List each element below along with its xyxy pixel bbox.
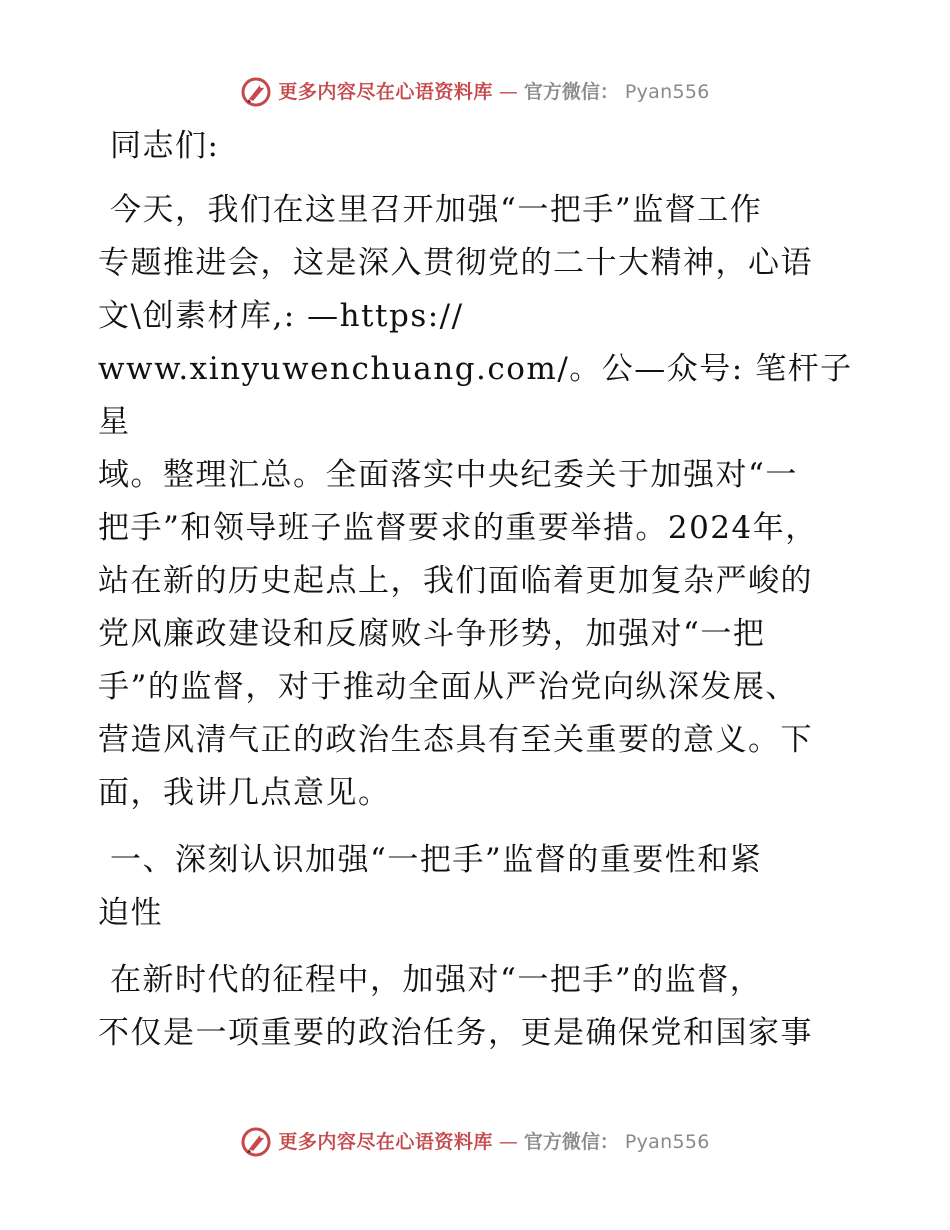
section-heading-line: 迫性 [98, 895, 163, 931]
intro-line: 营造风清气正的政治生态具有至关重要的意义。下 [98, 722, 813, 758]
watermark-dash: — [498, 1131, 518, 1153]
section-body-line: 在新时代的征程中，加强对“一把手”的监督， [110, 962, 763, 998]
intro-line: 今天，我们在这里召开加强“一把手”监督工作 [110, 192, 763, 228]
intro-line: 专题推进会，这是深入贯彻党的二十大精神，心语 [98, 245, 813, 281]
greeting-text: 同志们: [110, 128, 220, 164]
intro-line: 域。整理汇总。全面落实中央纪委关于加强对“一 [98, 457, 798, 493]
intro-line: 站在新的历史起点上，我们面临着更加复杂严峻的 [98, 563, 813, 599]
section-heading [98, 834, 858, 940]
watermark-wechat-id: Pyan556 [624, 81, 710, 103]
section-body-line: 不仅是一项重要的政治任务，更是确保党和国家事 [98, 1015, 813, 1051]
watermark-main-text: 更多内容尽在心语资料库 [278, 1131, 493, 1153]
footer-watermark [0, 1126, 950, 1158]
intro-line: 面，我讲几点意见。 [98, 775, 391, 811]
intro-line: 党风廉政建设和反腐败斗争形势，加强对“一把 [98, 616, 766, 652]
pen-logo-icon [240, 1126, 272, 1158]
intro-line: 把手”和领导班子监督要求的重要举措。2024年， [98, 510, 818, 546]
document-body [98, 120, 858, 1060]
greeting [98, 120, 858, 173]
section-body-paragraph [98, 954, 858, 1060]
intro-paragraph [98, 184, 858, 820]
watermark-wechat-id: Pyan556 [624, 1131, 710, 1153]
watermark-dash: — [498, 81, 518, 103]
intro-line: 手”的监督，对于推动全面从严治党向纵深发展、 [98, 669, 798, 705]
watermark-official-label: 官方微信： [523, 1131, 619, 1153]
intro-line: www.xinyuwenchuang.com/。公—众号: 笔杆子星 [98, 351, 853, 440]
watermark-main-text: 更多内容尽在心语资料库 [278, 81, 493, 103]
section-heading-line: 一、深刻认识加强“一把手”监督的重要性和紧 [110, 842, 763, 878]
pen-logo-icon [240, 76, 272, 108]
intro-line: 文\创素材库,: —https:// [98, 298, 464, 334]
header-watermark [0, 76, 950, 108]
watermark-official-label: 官方微信： [523, 81, 619, 103]
